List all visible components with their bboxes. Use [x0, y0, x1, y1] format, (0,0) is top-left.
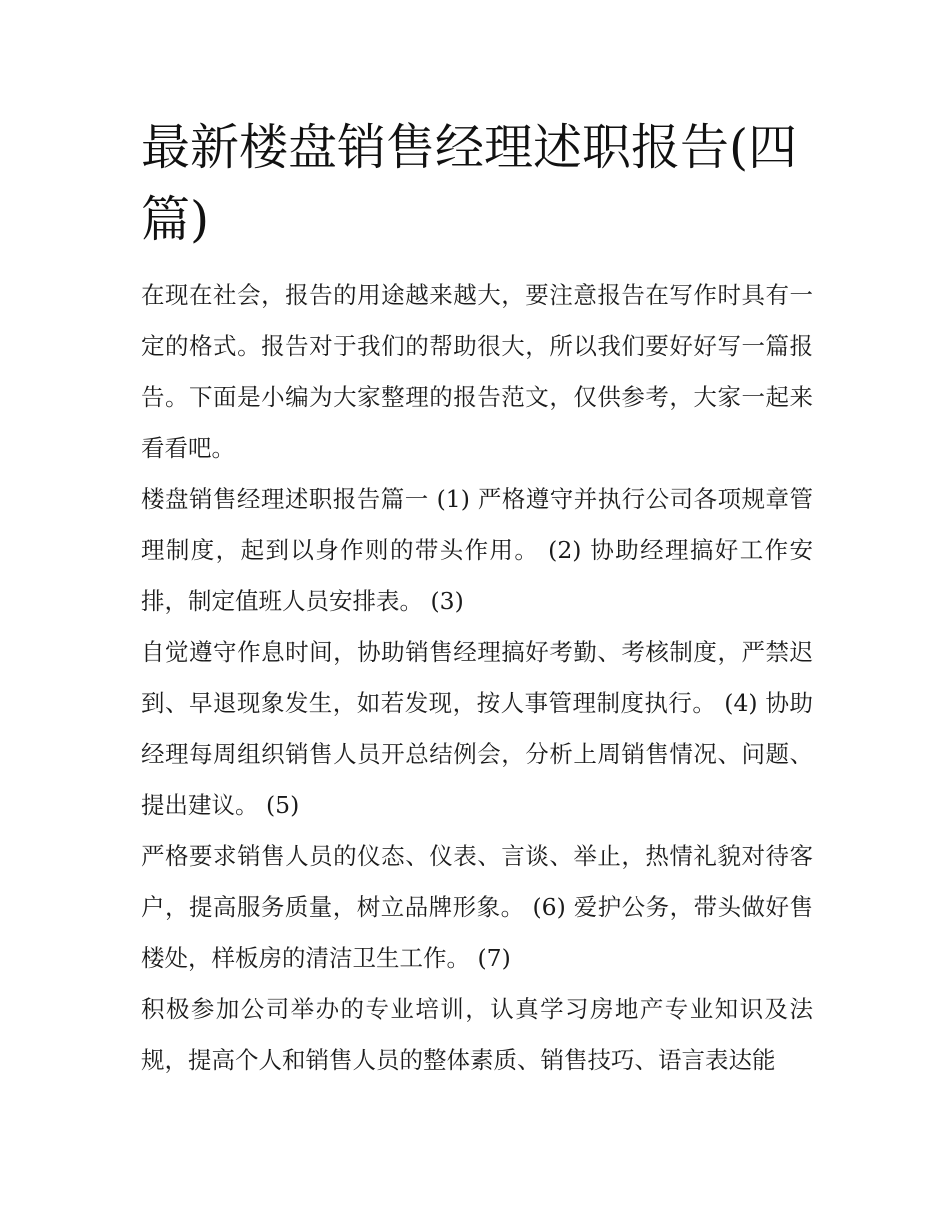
report-paragraph-3: 严格要求销售人员的仪态、仪表、言谈、举止，热情礼貌对待客户，提高服务质量，树立品牌形象。 (6) 爱护公务，带头做好售楼处，样板房的清洁卫生工作。 (7) [141, 842, 813, 972]
report-paragraph-1: 楼盘销售经理述职报告篇一 (1) 严格遵守并执行公司各项规章管理制度，起到以身作则的带头作用。 (2) 协助经理搞好工作安排，制定值班人员安排表。 (3) [141, 485, 813, 615]
intro-paragraph: 在现在社会，报告的用途越来越大，要注意报告在写作时具有一定的格式。报告对于我们的帮助很大，所以我们要好好写一篇报告。下面是小编为大家整理的报告范文，仅供参考，大家一起来看看吧。 [141, 281, 813, 462]
report-paragraph-4: 积极参加公司举办的专业培训，认真学习房地产专业知识及法规，提高个人和销售人员的整体素质、销售技巧、语言表达能 [141, 995, 813, 1074]
document-title: 最新楼盘销售经理述职报告(四篇) [141, 119, 798, 248]
document-body [141, 112, 813, 1086]
report-paragraph-2: 自觉遵守作息时间，协助销售经理搞好考勤、考核制度，严禁迟到、早退现象发生，如若发现，按人事管理制度执行。 (4) 协助经理每周组织销售人员开总结例会，分析上周销售情况、问题、提出建议。 (5) [141, 638, 813, 819]
